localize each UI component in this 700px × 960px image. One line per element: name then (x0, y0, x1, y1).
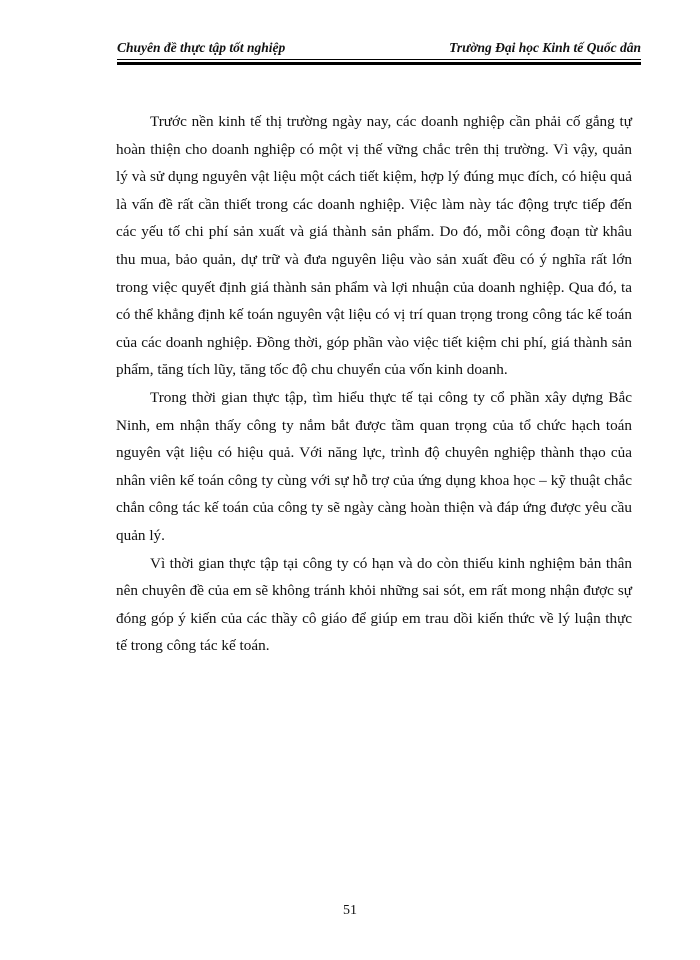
paragraph-3: Vì thời gian thực tập tại công ty có hạn và do còn thiếu kinh nghiệm bản thân nên chuyên đề của em sẽ không tránh khỏi những sai sót, em rất mong nhận được sự đóng góp ý kiến của các thầy cô giáo để giúp em trau dồi kiến thức về lý luận thực tế trong công tác kế toán. (116, 554, 632, 655)
header-rule-thick (117, 62, 641, 65)
paragraph-2: Trong thời gian thực tập, tìm hiểu thực tế tại công ty cổ phần xây dựng Bắc Ninh, em nhận thấy công ty nắm bắt được tầm quan trọng của tổ chức hạch toán nguyên vật liệu có hiệu quả. Với năng lực, trình độ chuyên nghiệp thành thạo của nhân viên kế toán công ty cùng với sự hỗ trợ của ứng dụng khoa học – kỹ thuật chắc chắn công tác kế toán của công ty sẽ ngày càng hoàn thiện và đáp ứng được yêu cầu quản lý. (116, 388, 632, 544)
paragraph-1: Trước nền kinh tế thị trường ngày nay, các doanh nghiệp cần phải cố gắng tự hoàn thiện cho doanh nghiệp có một vị thế vững chắc trên thị trường. Vì vậy, quản lý và sử dụng nguyên vật liệu một cách tiết kiệm, hợp lý đúng mục đích, có hiệu quả là vấn đề rất cần thiết trong các doanh nghiệp. Việc làm này tác động trực tiếp đến các yếu tố chi phí sản xuất và giá thành sản phẩm. Do đó, mỗi công đoạn từ khâu thu mua, bảo quản, dự trữ và đưa nguyên liệu vào sản xuất đều có ý nghĩa rất lớn trong việc quyết định giá thành sản phẩm và lợi nhuận của doanh nghiệp. Qua đó, ta có thể khẳng định kế toán nguyên vật liệu có vị trí quan trọng trong công tác kế toán của các doanh nghiệp. Đồng thời, góp phần vào việc tiết kiệm chi phí, giá thành sản phẩm, tăng tích lũy, tăng tốc độ chu chuyển của vốn kinh doanh. (116, 113, 632, 379)
page-number: 51 (343, 903, 357, 918)
body-text (116, 108, 632, 660)
header-rule-thin (117, 59, 641, 60)
header-university-name: Trường Đại học Kinh tế Quốc dân (449, 40, 641, 55)
header-report-title: Chuyên đề thực tập tốt nghiệp (117, 40, 286, 55)
page-header (117, 34, 641, 58)
